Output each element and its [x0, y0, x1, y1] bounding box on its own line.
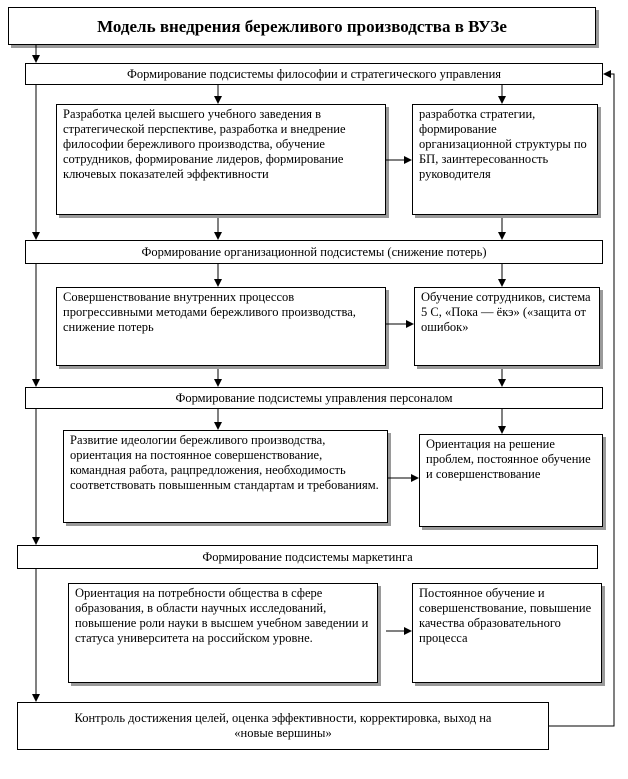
header-philosophy-strategy: Формирование подсистемы философии и стратегического управления: [25, 63, 603, 85]
diagram-title: Модель внедрения бережливого производства в ВУЗе: [8, 7, 596, 45]
header-personnel-management: Формирование подсистемы управления персоналом: [25, 387, 603, 409]
box-problem-solving: Ориентация на решение проблем, постоянное обучение и совершенствование: [419, 434, 603, 527]
header-organizational-subsystem: Формирование организационной подсистемы (снижение потерь): [25, 240, 603, 264]
box-society-needs: Ориентация на потребности общества в сфере образования, в области научных исследований, повышение роли науки в высшем учебном заведении и статуса университета на российском уровне.: [68, 583, 378, 683]
box-quality-education: Постоянное обучение и совершенствование, повышение качества образовательного процесса: [412, 583, 602, 683]
header-marketing: Формирование подсистемы маркетинга: [17, 545, 598, 569]
box-lean-ideology: Развитие идеологии бережливого производства, ориентация на постоянное совершенствование, командная работа, рацпредложения, необходимость соответствовать повышенным стандартам и требованиям.: [63, 430, 388, 523]
box-internal-processes: Совершенствование внутренних процессов прогрессивными методами бережливого производства, снижение потерь: [56, 287, 386, 366]
box-goals-philosophy: Разработка целей высшего учебного заведения в стратегической перспективе, разработка и внедрение философии бережливого производства, обучение сотрудников, формирование лидеров, формирование ключевых показателей эффективности: [56, 104, 386, 215]
box-strategy-structure: разработка стратегии, формирование организационной структуры по БП, заинтересованность руководителя: [412, 104, 598, 215]
box-5s-pokayoke: Обучение сотрудников, система 5 С, «Пока — ёкэ» («защита от ошибок»: [414, 287, 600, 366]
footer-control-evaluation: Контроль достижения целей, оценка эффективности, корректировка, выход на «новые вершины»: [17, 702, 549, 750]
